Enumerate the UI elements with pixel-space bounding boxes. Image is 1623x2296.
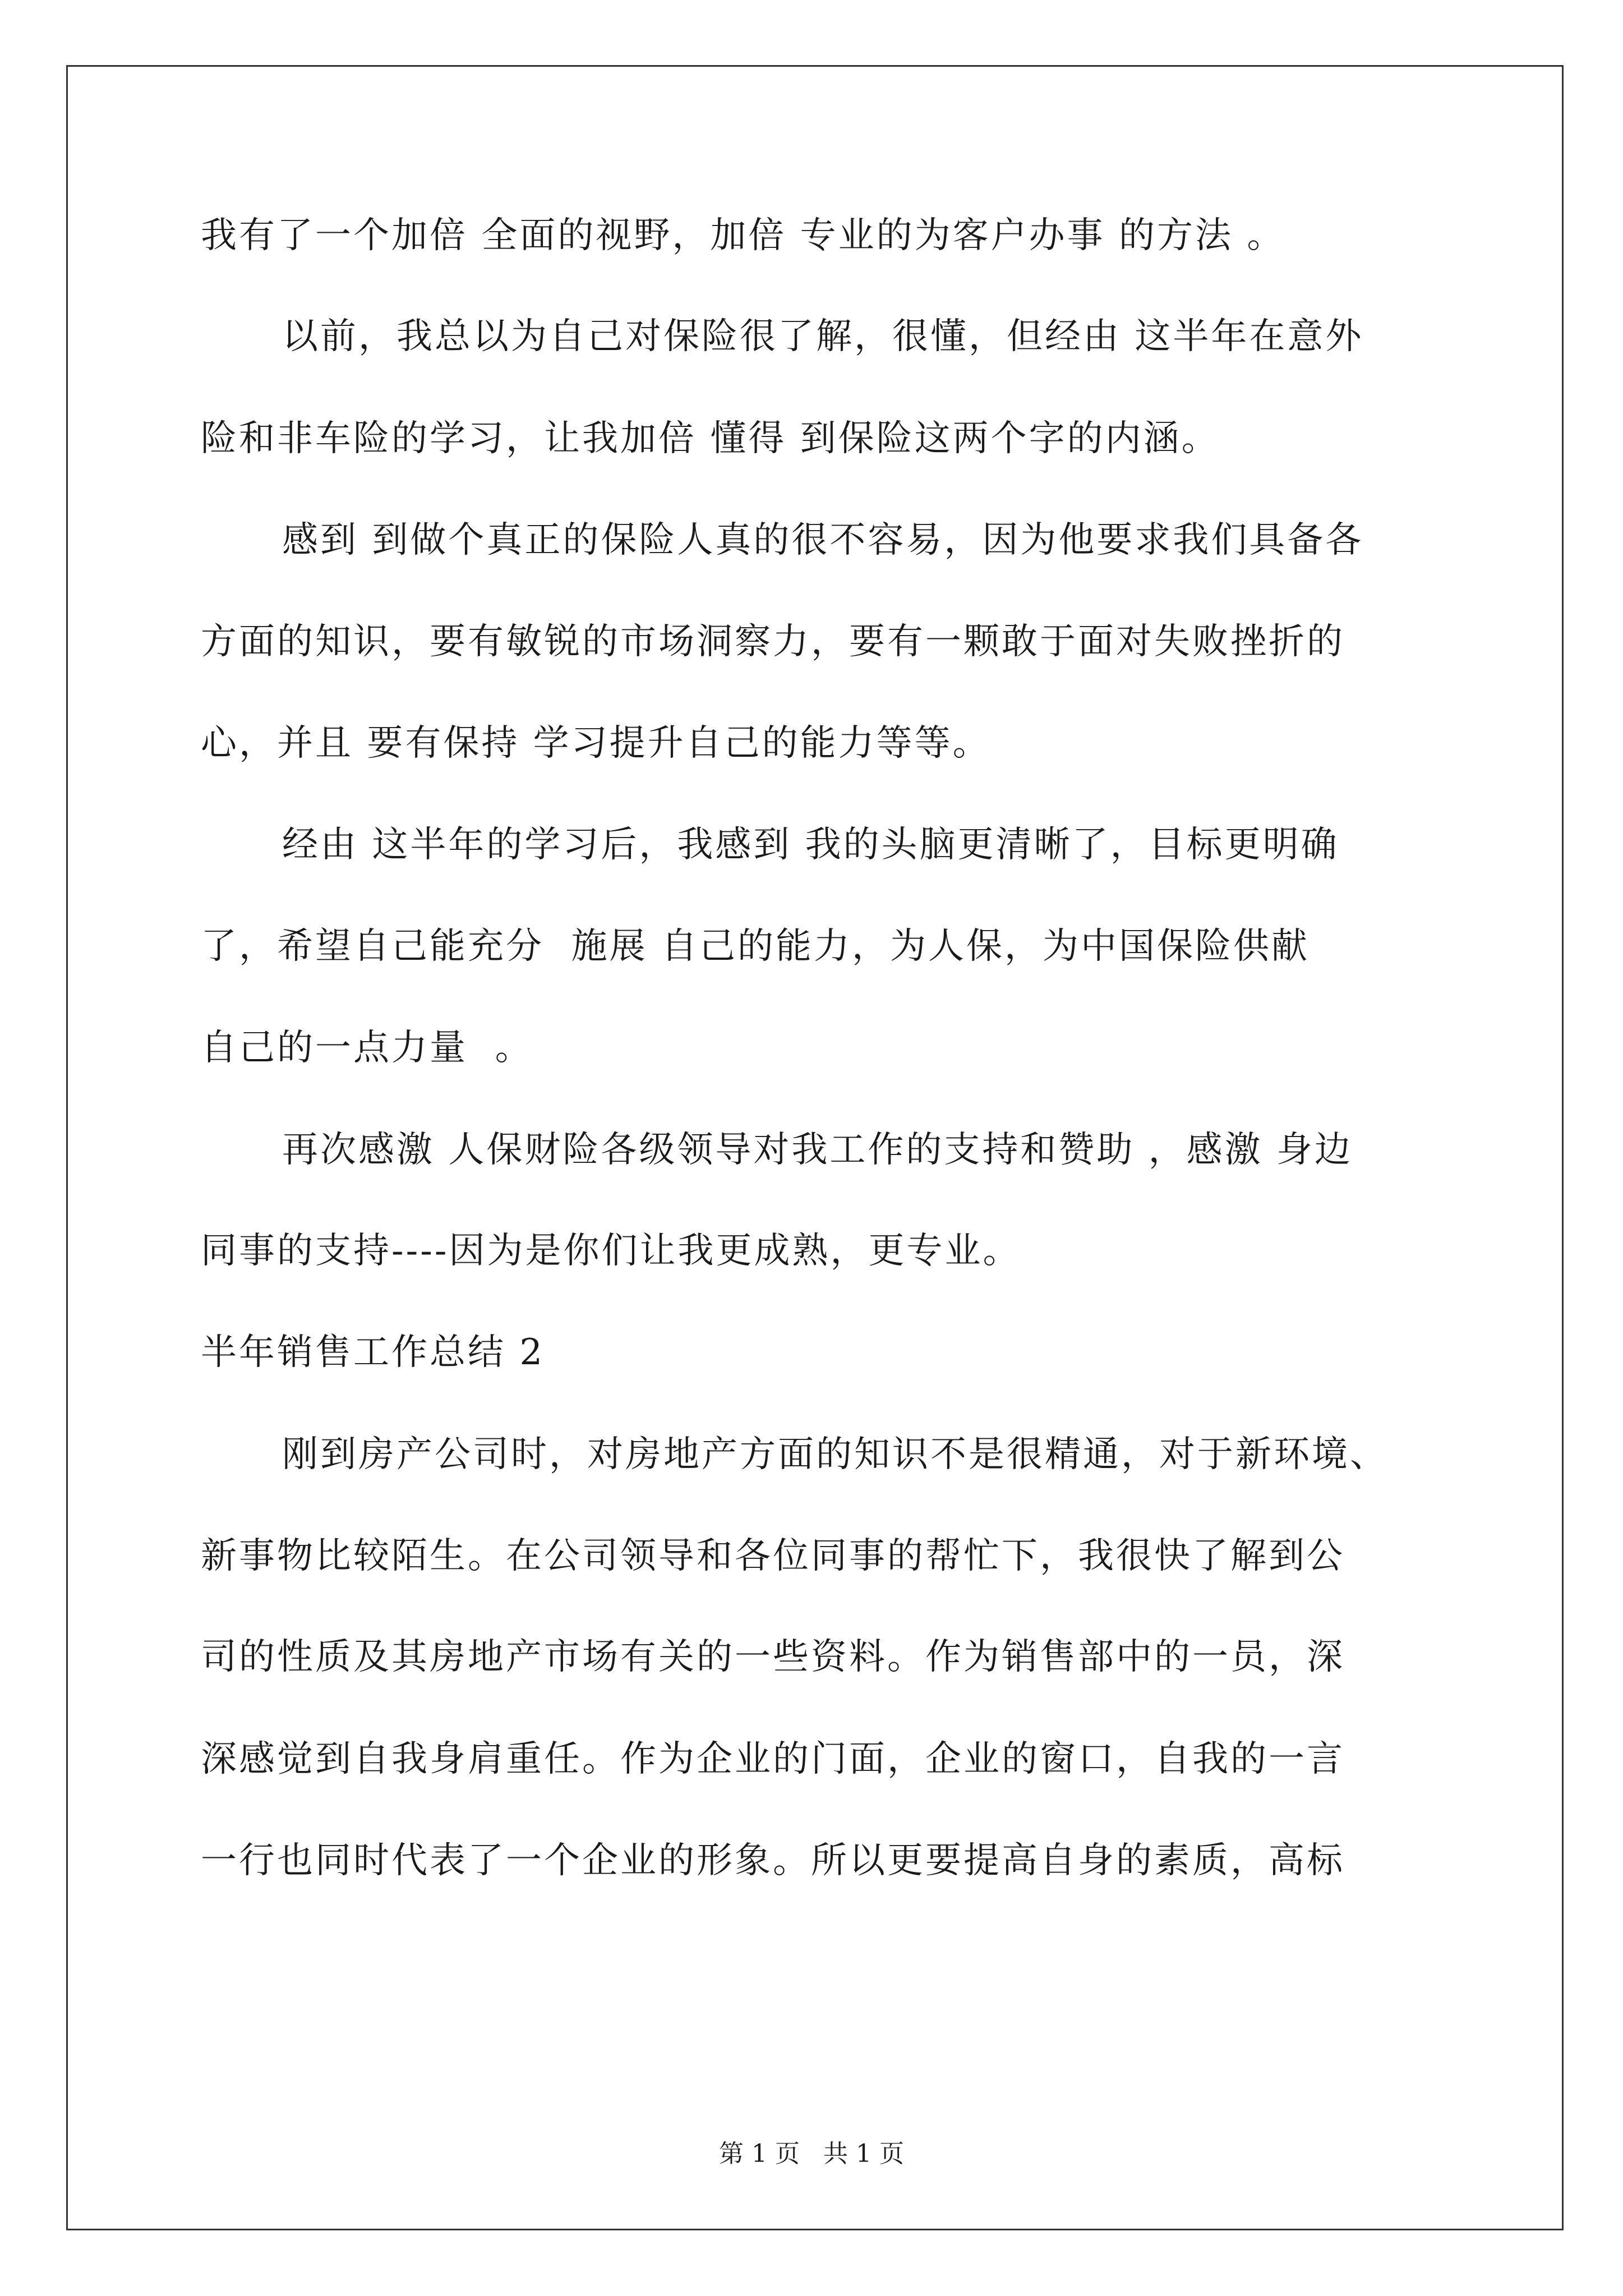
section-heading: 半年销售工作总结 2 — [201, 1332, 545, 1373]
text-line: 刚到房产公司时，对房地产方面的知识不是很精通，对于新环境、 — [282, 1434, 1388, 1475]
text-line: 司的性质及其房地产市场有关的一些资料。作为销售部中的一员，深 — [201, 1636, 1345, 1678]
text-line: 深感觉到自我身肩重任。作为企业的门面，企业的窗口，自我的一言 — [201, 1738, 1345, 1780]
text-line: 再次感激 人保财险各级领导对我工作的支持和赞助 ，感激 身边 — [282, 1129, 1353, 1171]
text-line: 一行也同时代表了一个企业的形象。所以更要提高自身的素质，高标 — [201, 1840, 1345, 1881]
text-line: 方面的知识，要有敏锐的市场洞察力，要有一颗敢于面对失败挫折的 — [201, 621, 1345, 662]
text-line: 以前，我总以为自己对保险很了解，很懂，但经由 这半年在意外 — [282, 316, 1364, 357]
text-line: 感到 到做个真正的保险人真的很不容易，因为他要求我们具备各 — [282, 519, 1364, 561]
text-line: 同事的支持----因为是你们让我更成熟，更专业。 — [201, 1230, 1021, 1272]
text-line: 险和非车险的学习，让我加倍 懂得 到保险这两个字的内涵。 — [201, 418, 1220, 459]
text-line: 新事物比较陌生。在公司领导和各位同事的帮忙下，我很快了解到公 — [201, 1535, 1345, 1577]
text-line: 经由 这半年的学习后，我感到 我的头脑更清晰了，目标更明确 — [282, 824, 1339, 866]
text-line: 了，希望自己能充分 施展 自己的能力，为人保，为中国保险供献 — [201, 926, 1310, 967]
text-line: 自己的一点力量 。 — [201, 1027, 533, 1069]
text-line: 心，并且 要有保持 学习提升自己的能力等等。 — [201, 723, 991, 764]
page-footer: 第 1 页 共 1 页 — [719, 2139, 904, 2168]
text-line: 我有了一个加倍 全面的视野，加倍 专业的为客户办事 的方法 。 — [201, 215, 1285, 256]
